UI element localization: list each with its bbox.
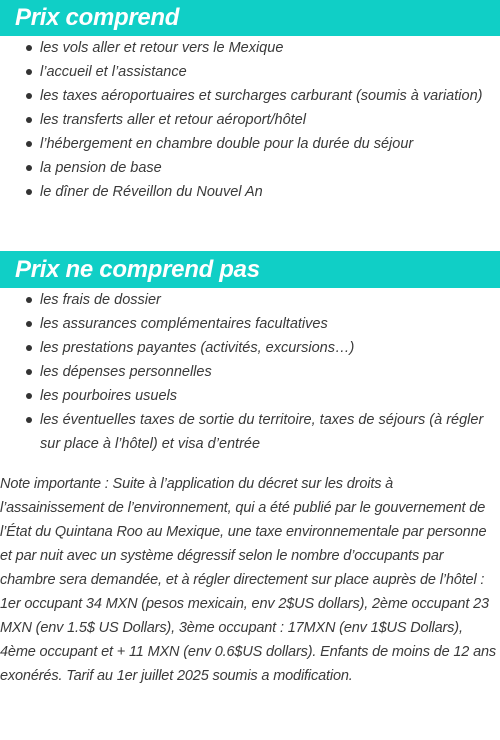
list-item: les transferts aller et retour aéroport/hôtel (40, 108, 500, 132)
excluded-section-title: Prix ne comprend pas (0, 251, 500, 288)
list-item: les frais de dossier (40, 288, 500, 312)
excluded-list (0, 288, 500, 456)
list-item: les assurances complémentaires facultatives (40, 312, 500, 336)
important-note: Note importante : Suite à l’application du décret sur les droits à l’assainissement de l’environnement, qui a été publié par le gouvernement de l’État du Quintana Roo au Mexique, une taxe environnementale par personne et par nuit avec un système dégressif selon le nombre d’occupants par chambre sera demandée, et à régler directement sur place auprès de l’hôtel : 1er occupant 34 MXN (pesos mexicain, env 2$US dollars), 2ème occupant 23 MXN (env 1.5$ US Dollars), 3ème occupant : 17MXN (env 1$US Dollars), 4ème occupant et + 11 MXN (env 0.6$US dollars). Enfants de moins de 12 ans exonérés. Tarif au 1er juillet 2025 soumis a modification. (0, 476, 497, 684)
list-item: les taxes aéroportuaires et surcharges carburant (soumis à variation) (40, 84, 500, 108)
list-item: les prestations payantes (activités, excursions…) (40, 336, 500, 360)
list-item: les dépenses personnelles (40, 360, 500, 384)
included-section-title: Prix comprend (0, 0, 500, 36)
list-item: la pension de base (40, 156, 500, 180)
list-item: les éventuelles taxes de sortie du territoire, taxes de séjours (à régler sur place à l’hôtel) et visa d’entrée (40, 408, 500, 456)
list-item: les vols aller et retour vers le Mexique (40, 36, 500, 60)
included-list (0, 36, 500, 204)
list-item: l’accueil et l’assistance (40, 60, 500, 84)
list-item: les pourboires usuels (40, 384, 500, 408)
list-item: l’hébergement en chambre double pour la durée du séjour (40, 132, 500, 156)
list-item: le dîner de Réveillon du Nouvel An (40, 180, 500, 204)
section-spacer (0, 204, 500, 251)
